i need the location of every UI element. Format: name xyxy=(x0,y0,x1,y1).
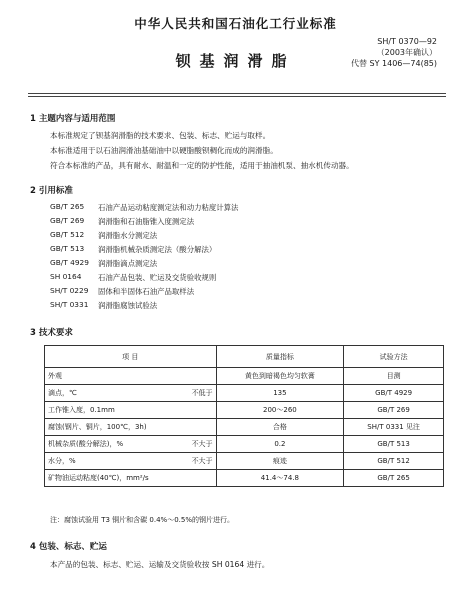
row-item: 水分，% xyxy=(48,457,76,465)
row-value: 合格 xyxy=(216,419,344,436)
row-limit: 不大于 xyxy=(191,440,213,448)
ref-title: 石油产品包装、贮运及交货验收规则 xyxy=(98,273,217,282)
table-row xyxy=(45,402,444,419)
table-row xyxy=(45,436,444,453)
row-value: 135 xyxy=(216,385,344,402)
section-4-heading: 4 包装、标志、贮运 xyxy=(30,542,107,552)
ref-code: GB/T 269 xyxy=(50,216,85,225)
row-item: 矿物油运动粘度(40℃)，mm²/s xyxy=(48,474,149,482)
table-note: 注：腐蚀试验用 T3 铜片和含碳 0.4%～0.5%的钢片进行。 xyxy=(50,516,234,524)
row-method: GB/T 265 xyxy=(344,470,444,487)
header-rule-bottom xyxy=(28,96,446,97)
section-1-paragraph: 符合本标准的产品，具有耐水、耐温和一定的防护性能，适用于抽油机泵、抽水机传动器。 xyxy=(50,161,354,170)
ref-title: 润滑脂水分测定法 xyxy=(98,231,158,240)
row-method: GB/T 4929 xyxy=(344,385,444,402)
ref-title: 润滑脂腐蚀试验法 xyxy=(98,301,158,310)
document-title: 钡基润滑脂 xyxy=(175,52,296,70)
ref-title: 润滑脂滴点测定法 xyxy=(98,259,158,268)
row-item: 腐蚀(钢片、铜片，100℃，3h) xyxy=(48,423,147,431)
ref-code: SH/T 0331 xyxy=(50,300,89,309)
row-value: 41.4～74.8 xyxy=(216,470,344,487)
ref-code: GB/T 4929 xyxy=(50,258,89,267)
row-item: 滴点，℃ xyxy=(48,389,77,397)
row-method: GB/T 512 xyxy=(344,453,444,470)
table-row xyxy=(45,470,444,487)
row-limit: 不大于 xyxy=(191,457,213,465)
ref-title: 润滑脂机械杂质测定法（酸分解法） xyxy=(98,245,217,254)
section-3-heading: 3 技术要求 xyxy=(30,328,73,338)
table-header-row xyxy=(45,346,444,368)
row-method: SH/T 0331 见注 xyxy=(344,419,444,436)
column-header-quality-index: 质量指标 xyxy=(216,346,344,368)
column-header-test-method: 试验方法 xyxy=(344,346,444,368)
technical-requirements-table xyxy=(44,345,444,487)
ref-code: SH 0164 xyxy=(50,272,82,281)
ref-title: 石油产品运动粘度测定法和动力粘度计算法 xyxy=(98,203,239,212)
row-method: 目测 xyxy=(344,368,444,385)
header-rule-top xyxy=(28,93,446,94)
table-row xyxy=(45,453,444,470)
table-row xyxy=(45,419,444,436)
ref-code: SH/T 0229 xyxy=(50,286,89,295)
row-method: GB/T 269 xyxy=(344,402,444,419)
confirmation-year: （2003年确认） xyxy=(376,48,437,57)
column-header-item: 项 目 xyxy=(45,346,217,368)
ref-code: GB/T 513 xyxy=(50,244,85,253)
section-2-heading: 2 引用标准 xyxy=(30,186,73,196)
section-1-paragraph: 本标准规定了钡基润滑脂的技术要求、包装、标志、贮运与取样。 xyxy=(50,131,271,140)
section-4-paragraph: 本产品的包装、标志、贮运、运输及交货验收按 SH 0164 进行。 xyxy=(50,560,270,569)
replaced-standard: 代替 SY 1406—74(85) xyxy=(350,59,437,68)
ref-code: GB/T 265 xyxy=(50,202,85,211)
row-value: 痕迹 xyxy=(216,453,344,470)
row-item: 机械杂质(酸分解法)，% xyxy=(48,440,124,448)
row-item: 外观 xyxy=(48,372,62,380)
row-value: 200～260 xyxy=(216,402,344,419)
row-method: GB/T 513 xyxy=(344,436,444,453)
section-1-paragraph: 本标准适用于以石油润滑油基础油中以硬脂酸钡稠化而成的润滑脂。 xyxy=(50,146,278,155)
ref-code: GB/T 512 xyxy=(50,230,85,239)
ref-title: 润滑脂和石油脂锥入度测定法 xyxy=(98,217,195,226)
standard-code: SH/T 0370—92 xyxy=(377,37,437,46)
table-row xyxy=(45,385,444,402)
issuing-organization: 中华人民共和国石油化工行业标准 xyxy=(134,16,337,31)
row-value: 0.2 xyxy=(216,436,344,453)
ref-title: 固体和半固体石油产品取样法 xyxy=(98,287,195,296)
row-value: 黄色到暗褐色均匀软膏 xyxy=(216,368,344,385)
section-1-heading: 1 主题内容与适用范围 xyxy=(30,114,116,124)
row-limit: 不低于 xyxy=(191,389,213,397)
row-item: 工作锥入度，0.1mm xyxy=(48,406,115,414)
table-row xyxy=(45,368,444,385)
